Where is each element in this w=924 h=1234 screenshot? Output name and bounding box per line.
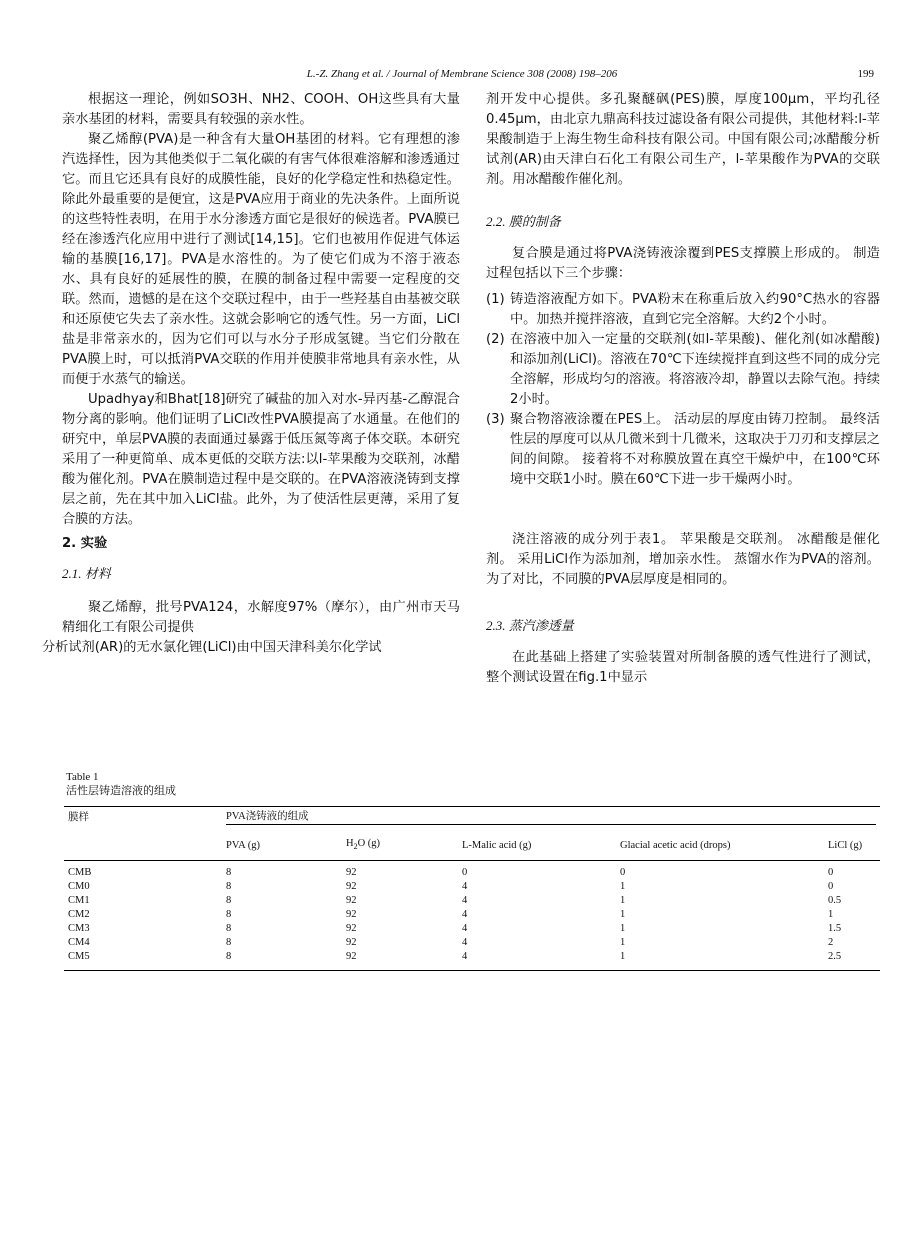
column-header: $H_2O$ (g) [342, 833, 458, 861]
list-item: (3) 聚合物溶液涂覆在PES上。 活动层的厚度由铸刀控制。 最终活性层的厚度可以从几微米到十几微米，这取决于刀刃和支撑层之间的间隙。 接着将不对称膜放置在真空干燥炉中，在100℃环境中交联1小时。膜在60℃下进一步干燥两小时。 [486, 412, 880, 487]
paragraph: 聚乙烯醇，批号PVA124，水解度97%（摩尔），由广州市天马精细化工有限公司提供 [62, 600, 460, 635]
table-cell: 0 [462, 867, 468, 879]
list-item: (2) 在溶液中加入一定量的交联剂(如l-苹果酸)、催化剂(如冰醋酸)和添加剂(LiCl)。溶液在70℃下连续搅拌直到这些不同的成分完全溶解，形成均匀的溶液。将溶液冷却，静置以去除气泡。持续2小时。 [486, 332, 880, 407]
running-header [0, 68, 924, 86]
paragraph: 聚乙烯醇(PVA)是一种含有大量OH基团的材料。它有理想的渗汽选择性，因为其他类似于二氧化碳的有害气体很难溶解和渗透通过它。而且它还具有良好的成膜性能，良好的化学稳定性和热稳定性。除此外最重要的是便宜，这是PVA应用于商业的先决条件。上面所说的这些特性表明，在用于水分渗透方面它是很好的候选者。PVA膜已经在渗透汽化应用中进行了测试[14,15]。它们也被用作促进气体运输的基膜[16,17]。PVA是水溶性的。为了使它们成为不溶于液态水、具有良好的延展性的膜，在膜的制备过程中需要一定程度的交联。然而，遗憾的是在这个交联过程中，由于一些羟基自由基被交联和还原使它失去了亲水性。这就会影响它的透气性。另一方面，LiCl盐是非常亲水的，因为它们可以与水分子形成氢键。当它们分散在PVA膜上时，可以抵消PVA交联的作用并使膜非常地具有亲水性，从而便于水蒸气的输送。 [62, 132, 460, 387]
table-cell: 8 [226, 923, 232, 935]
paragraph: 浇注溶液的成分列于表1。 苹果酸是交联剂。 冰醋酸是催化剂。 采用LiCl作为添加剂，增加亲水性。 蒸馏水作为PVA的溶剂。 为了对比，不同膜的PVA层厚度是相同的。 [486, 532, 880, 587]
table-cell: 8 [226, 867, 232, 879]
table-group-header: PVA浇铸液的组成 [222, 807, 880, 834]
table-cell: 0 [828, 881, 834, 893]
left-column [42, 90, 460, 658]
table-cell: 1.5 [828, 923, 842, 935]
table-cell: 1 [620, 895, 626, 907]
table-cell: 92 [342, 950, 458, 971]
table-cell: CM0 [68, 881, 90, 893]
paragraph: 根据这一理论，例如SO3H、NH2、COOH、OH这些具有大量亲水基团的材料，需要具有较强的亲水性。 [62, 92, 460, 127]
composition-table [64, 806, 880, 971]
table-cell: 92 [346, 895, 357, 907]
table-cell: 4 [462, 895, 468, 907]
column-header: L-Malic acid (g) [458, 833, 616, 861]
table-cell: 0.5 [828, 895, 842, 907]
table-cell: 1 [620, 909, 626, 921]
paragraph: 剂开发中心提供。多孔聚醚砜(PES)膜，厚度100μm，平均孔径0.45μm，由北京九鼎高科技过滤设备有限公司提供，其他材料:l-苹果酸制造于上海生物生命科技有限公司。中国有限公司;冰醋酸分析试剂(AR)由天津白石化工有限公司生产，l-苹果酸作为PVA的交联剂。用冰醋酸作催化剂。 [486, 92, 880, 187]
table-cell: 8 [222, 950, 342, 971]
table-row [64, 880, 880, 894]
table-cell: 92 [346, 923, 357, 935]
table-cell: 4 [458, 950, 616, 971]
table-cell: 0 [620, 867, 626, 879]
table-row [64, 922, 880, 936]
paragraph: 分析试剂(AR)的无水氯化锂(LiCl)由中国天津科美尔化学试 [42, 640, 382, 655]
column-header: LiCl (g) [824, 833, 880, 861]
table-cell: 92 [346, 937, 357, 949]
table-cell: CM2 [68, 909, 90, 921]
table-cell: 2.5 [824, 950, 880, 971]
table-cell: 4 [462, 923, 468, 935]
table-caption [66, 770, 176, 798]
journal-citation: L.-Z. Zhang et al. / Journal of Membrane Science 308 (2008) 198–206 [306, 68, 618, 80]
table-cell: 1 [616, 950, 824, 971]
table-cell: CMB [68, 867, 92, 879]
column-header: Glacial acetic acid (drops) [616, 833, 824, 861]
table-cell: 1 [620, 881, 626, 893]
page-number: 199 [857, 68, 874, 80]
table-row [64, 908, 880, 922]
table-row [64, 861, 880, 881]
paragraph: Upadhyay和Bhat[18]研究了碱盐的加入对水-异丙基-乙醇混合物分离的影响。他们证明了LiCl改性PVA膜提高了水通量。在他们的研究中，单层PVA膜的表面通过暴露于低压氮等离子体交联。本研究采用了一种更简单、成本更低的交联方法:以l-苹果酸为交联剂，冰醋酸为催化剂。PVA在膜制造过程中是交联的。在PVA溶液浇铸到支撑层之前，先在其中加入LiCl盐。此外，为了使活性层更薄，采用了复合膜的方法。 [62, 392, 460, 527]
table-cell: CM4 [68, 937, 90, 949]
right-column [486, 90, 880, 688]
table-cell: 1 [620, 937, 626, 949]
table-cell: CM3 [68, 923, 90, 935]
table-cell: 8 [226, 895, 232, 907]
column-header: PVA (g) [222, 833, 342, 861]
section-heading: 2. 实验 [62, 536, 108, 551]
table-cell: 0 [828, 867, 834, 879]
list-item: (1) 铸造溶液配方如下。PVA粉末在称重后放入约90°C热水的容器中。加热并搅拌溶液，直到它完全溶解。大约2个小时。 [486, 292, 880, 327]
table-cell: 4 [462, 881, 468, 893]
table-cell: CM1 [68, 895, 90, 907]
subsection-heading: 2.2. 膜的制备 [486, 214, 561, 229]
table-cell: 1 [620, 923, 626, 935]
paragraph: 在此基础上搭建了实验装置对所制备膜的透气性进行了测试，整个测试设置在fig.1中显示 [486, 650, 880, 685]
table-cell: 92 [346, 867, 357, 879]
table-cell: 8 [226, 881, 232, 893]
table-row [64, 936, 880, 950]
subsection-heading: 2.3. 蒸汽渗透量 [486, 618, 574, 633]
table-cell: 8 [226, 937, 232, 949]
table-cell: 4 [462, 909, 468, 921]
table-row [64, 894, 880, 908]
procedure-list [486, 290, 880, 490]
table-cell: 1 [828, 909, 834, 921]
table-title: 活性层铸造溶液的组成 [66, 785, 176, 797]
table-cell: 8 [226, 909, 232, 921]
table-cell: 92 [346, 909, 357, 921]
subsection-heading: 2.1. 材料 [62, 566, 111, 581]
table-cell: 4 [462, 937, 468, 949]
paragraph: 复合膜是通过将PVA浇铸液涂覆到PES支撑膜上形成的。 制造过程包括以下三个步骤： [486, 246, 880, 281]
table-label: Table 1 [66, 771, 99, 783]
table-row [64, 950, 880, 971]
table-cell: 2 [828, 937, 834, 949]
table-corner-header: 膜样 [64, 807, 222, 834]
table-cell: 92 [346, 881, 357, 893]
table-cell: CM5 [64, 950, 222, 971]
